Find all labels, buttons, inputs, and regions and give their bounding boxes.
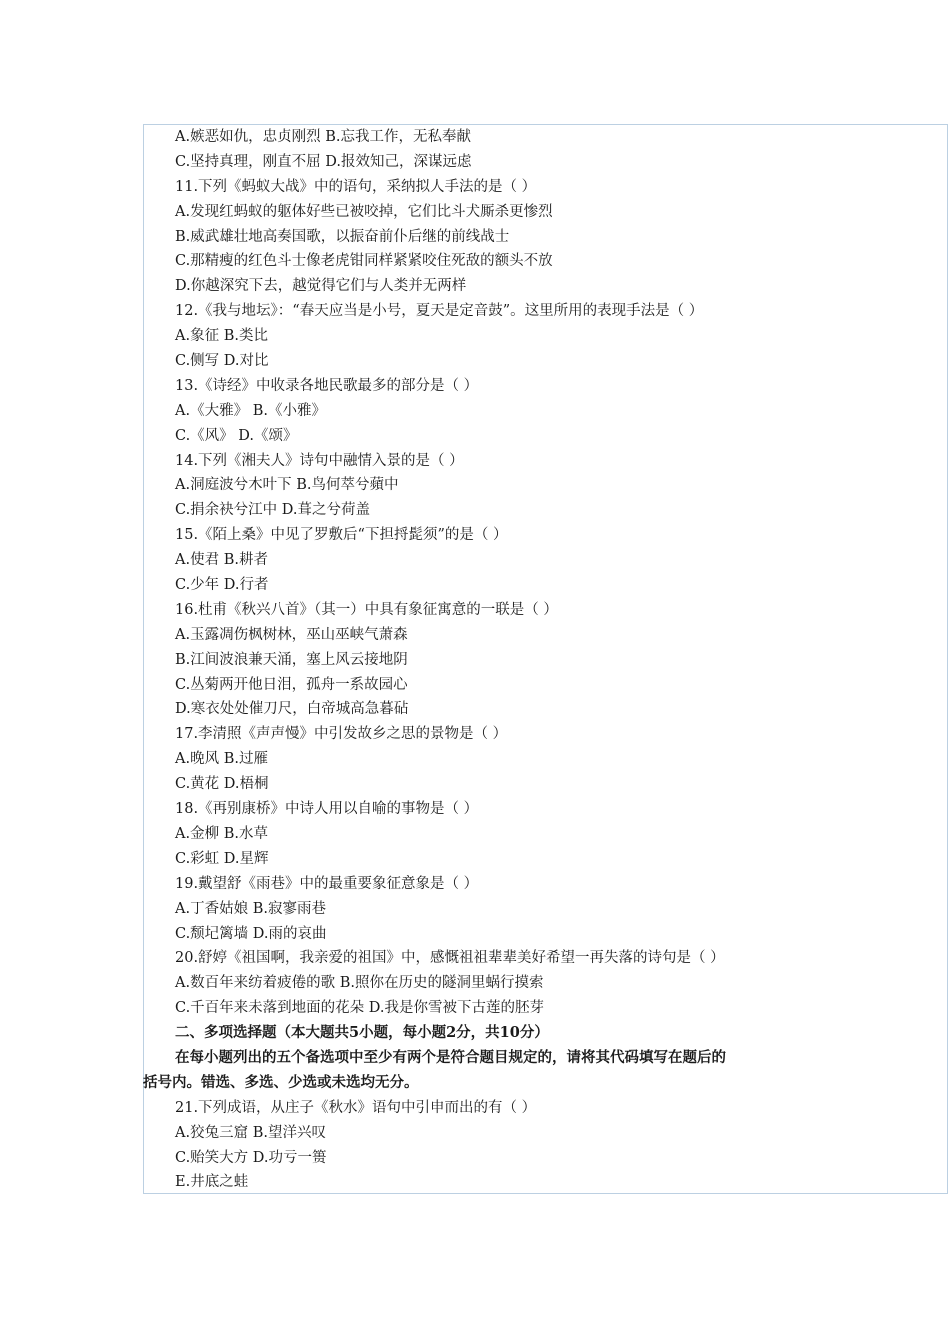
section-instructions: 在每小题列出的五个备选项中至少有两个是符合题目规定的，请将其代码填写在题后的	[175, 1048, 726, 1066]
option-line: A.洞庭波兮木叶下 B.鸟何萃兮蘋中	[175, 477, 399, 494]
option-line: A.狡兔三窟 B.望洋兴叹	[175, 1124, 326, 1141]
option-line: C.《风》 D.《颂》	[175, 427, 298, 444]
option-line: A.嫉恶如仇，忠贞刚烈 B.忘我工作，无私奉献	[175, 129, 471, 145]
option-line: B.威武雄壮地高奏国歌，以振奋前仆后继的前线战士	[175, 228, 510, 245]
option-line: C.捐余袂兮江中 D.葺之兮荷盖	[175, 502, 371, 519]
option-line: A.晚风 B.过雁	[175, 751, 268, 768]
option-line: C.少年 D.行者	[175, 577, 269, 594]
question-20: 20.舒婷《祖国啊，我亲爱的祖国》中，感慨祖祖辈辈美好希望一再失落的诗句是（ ）	[175, 950, 725, 967]
option-line: A.丁香姑娘 B.寂寥雨巷	[175, 900, 326, 917]
option-line: A.象征 B.类比	[175, 328, 268, 345]
question-list	[143, 124, 948, 1195]
question-11: 11.下列《蚂蚁大战》中的语句，采纳拟人手法的是（ ）	[175, 178, 537, 195]
option-line: C.千百年来未落到地面的花朵 D.我是你雪被下古莲的胚芽	[175, 1000, 545, 1017]
option-line: C.颓圮篱墙 D.雨的哀曲	[175, 925, 327, 942]
option-line: C.丛菊两开他日泪，孤舟一系故园心	[175, 676, 408, 693]
option-line: C.坚持真理，刚直不屈 D.报效知己，深谋远虑	[175, 153, 472, 170]
option-line: C.那精瘦的红色斗士像老虎钳同样紧紧咬住死敌的额头不放	[175, 253, 553, 270]
option-line: B.江间波浪兼天涌，塞上风云接地阴	[175, 651, 408, 668]
option-line: A.《大雅》 B.《小雅》	[175, 402, 326, 419]
option-line: A.数百年来纺着疲倦的歌 B.照你在历史的隧洞里蜗行摸索	[175, 975, 544, 992]
option-line: A.发现红蚂蚁的躯体好些已被咬掉，它们比斗犬厮杀更惨烈	[175, 203, 553, 220]
option-line: D.寒衣处处催刀尺，白帝城高急暮砧	[175, 701, 409, 718]
question-15: 15.《陌上桑》中见了罗敷后“下担捋髭须”的是（ ）	[175, 527, 508, 544]
option-line: C.贻笑大方 D.功亏一篑	[175, 1149, 327, 1166]
option-line: D.你越深究下去，越觉得它们与人类并无两样	[175, 278, 467, 295]
option-line: E.井底之蛙	[175, 1174, 249, 1191]
question-12: 12.《我与地坛》：“春天应当是小号，夏天是定音鼓”。这里所用的表现手法是（ ）	[175, 303, 704, 320]
question-13: 13.《诗经》中收录各地民歌最多的部分是（ ）	[175, 377, 479, 394]
question-14: 14.下列《湘夫人》诗句中融情入景的是（ ）	[175, 452, 464, 469]
section-heading: 二、多项选择题（本大题共5小题，每小题2分，共10分）	[175, 1024, 549, 1042]
question-19: 19.戴望舒《雨巷》中的最重要象征意象是（ ）	[175, 875, 479, 892]
question-18: 18.《再别康桥》中诗人用以自喻的事物是（ ）	[175, 801, 479, 818]
question-17: 17.李清照《声声慢》中引发故乡之思的景物是（ ）	[175, 726, 508, 743]
option-line: C.黄花 D.梧桐	[175, 776, 269, 793]
option-line: C.侧写 D.对比	[175, 353, 269, 370]
option-line: C.彩虹 D.星辉	[175, 850, 269, 867]
question-21: 21.下列成语，从庄子《秋水》语句中引申而出的有（ ）	[175, 1099, 537, 1116]
section-instructions-continued: 括号内。错选、多选、少选或未选均无分。	[143, 1073, 419, 1091]
option-line: A.使君 B.耕者	[175, 552, 268, 569]
question-16: 16.杜甫《秋兴八首》（其一）中具有象征寓意的一联是（ ）	[175, 601, 558, 618]
option-line: A.玉露凋伤枫树林，巫山巫峡气萧森	[175, 626, 408, 643]
option-line: A.金柳 B.水草	[175, 825, 268, 842]
